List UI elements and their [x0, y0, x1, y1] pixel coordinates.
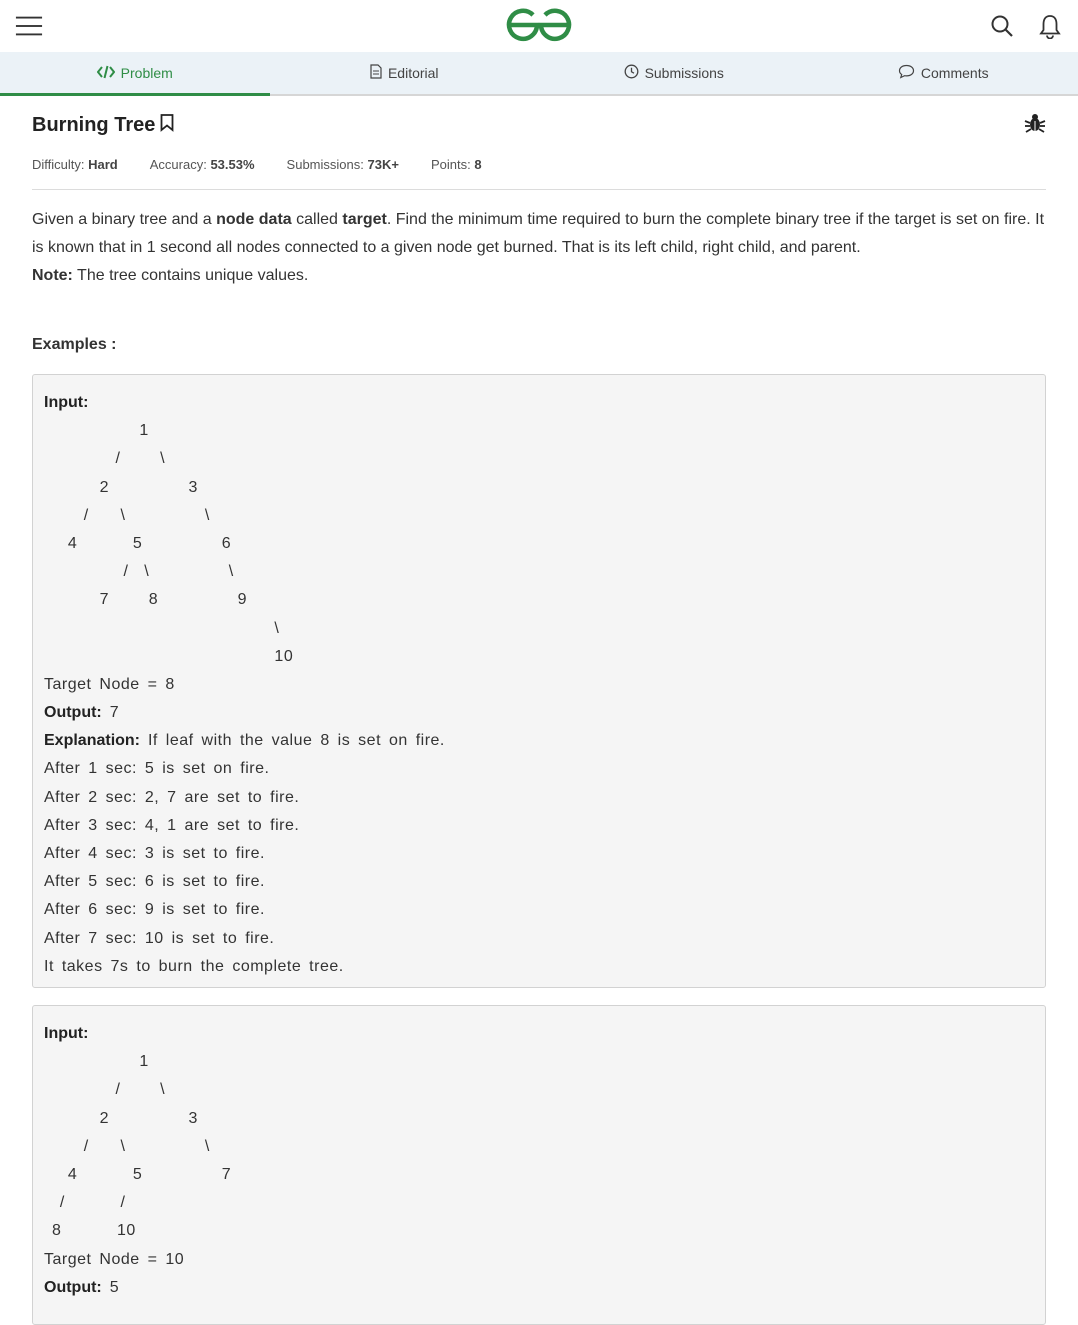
- tree-line: 4 5 6: [44, 530, 1034, 558]
- notification-bell-icon[interactable]: [1036, 12, 1064, 40]
- description-paragraph: Given a binary tree and a node data called target. Find the minimum time required to burn the complete binary tree if the target is set on fire. It is known that in 1 second all nodes connected to a given node get burned. That is its left child, right child, and parent.: [32, 206, 1046, 262]
- problem-content: [0, 96, 1078, 1325]
- explanation-step: After 7 sec: 10 is set to fire.: [44, 925, 1034, 953]
- document-icon: [370, 64, 382, 82]
- target-node: Target Node = 8: [44, 671, 1034, 699]
- explanation-line: Explanation: If leaf with the value 8 is set on fire.: [44, 727, 1034, 755]
- report-bug-icon[interactable]: [1024, 112, 1046, 139]
- difficulty: Difficulty: Hard: [32, 157, 118, 172]
- tree-line: 7 8 9: [44, 586, 1034, 614]
- tab-problem[interactable]: [0, 52, 270, 94]
- examples-heading: Examples :: [32, 336, 1046, 366]
- explanation-step: After 6 sec: 9 is set to fire.: [44, 896, 1034, 924]
- tree-line: / \ \: [44, 502, 1034, 530]
- tab-editorial[interactable]: [270, 52, 540, 94]
- top-bar: [0, 0, 1078, 52]
- problem-meta: [32, 154, 1046, 190]
- points: Points: 8: [431, 157, 482, 172]
- example-1: [32, 374, 1046, 988]
- tree-line: 10: [44, 643, 1034, 671]
- problem-title: [32, 112, 175, 138]
- tab-label: Comments: [921, 65, 989, 81]
- problem-tabs: [0, 52, 1078, 96]
- tree-line: / \ \: [44, 1133, 1034, 1161]
- title-row: [32, 96, 1046, 154]
- output-line: Output: 5: [44, 1274, 1034, 1302]
- example-2: [32, 1005, 1046, 1325]
- tree-line: 1: [44, 417, 1034, 445]
- accuracy: Accuracy: 53.53%: [150, 157, 255, 172]
- tree-line: / /: [44, 1189, 1034, 1217]
- explanation-step: After 3 sec: 4, 1 are set to fire.: [44, 812, 1034, 840]
- comment-icon: [898, 64, 915, 82]
- tree-line: 2 3: [44, 474, 1034, 502]
- tree-line: 8 10: [44, 1217, 1034, 1245]
- input-label: Input:: [44, 389, 1034, 417]
- output-line: Output: 7: [44, 699, 1034, 727]
- explanation-step: It takes 7s to burn the complete tree.: [44, 953, 1034, 981]
- problem-description: [32, 206, 1046, 290]
- explanation-step: After 5 sec: 6 is set to fire.: [44, 868, 1034, 896]
- input-label: Input:: [44, 1020, 1034, 1048]
- code-icon: [97, 65, 115, 82]
- explanation-step: After 1 sec: 5 is set on fire.: [44, 755, 1034, 783]
- clock-icon: [624, 64, 639, 82]
- tab-label: Problem: [121, 65, 173, 81]
- tree-line: 1: [44, 1048, 1034, 1076]
- bookmark-icon[interactable]: [159, 112, 175, 138]
- gfg-logo[interactable]: [505, 6, 573, 44]
- search-icon[interactable]: [988, 12, 1016, 40]
- target-node: Target Node = 10: [44, 1246, 1034, 1274]
- tree-line: / \: [44, 1076, 1034, 1104]
- tree-line: 2 3: [44, 1105, 1034, 1133]
- submissions-count: Submissions: 73K+: [287, 157, 399, 172]
- explanation-step: After 2 sec: 2, 7 are set to fire.: [44, 784, 1034, 812]
- tab-comments[interactable]: [809, 52, 1078, 94]
- tab-label: Submissions: [645, 65, 724, 81]
- explanation-step: After 4 sec: 3 is set to fire.: [44, 840, 1034, 868]
- description-note: Note: The tree contains unique values.: [32, 262, 1046, 290]
- tree-line: 4 5 7: [44, 1161, 1034, 1189]
- tree-line: / \: [44, 445, 1034, 473]
- tab-submissions[interactable]: [539, 52, 809, 94]
- problem-title-text: Burning Tree: [32, 114, 155, 137]
- hamburger-menu-icon[interactable]: [15, 12, 43, 40]
- tree-line: \: [44, 615, 1034, 643]
- tree-line: / \ \: [44, 558, 1034, 586]
- tab-label: Editorial: [388, 65, 439, 81]
